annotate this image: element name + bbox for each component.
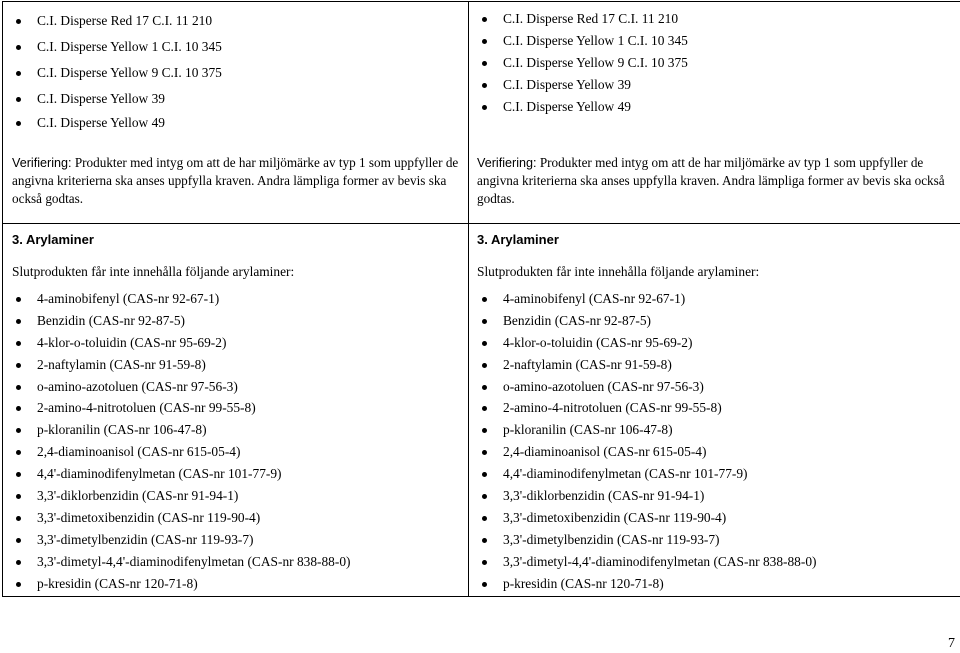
list-item: Benzidin (CAS-nr 92-87-5): [3, 310, 351, 332]
verification-text: Produkter med intyg om att de har miljömärke av typ 1 som uppfyller de angivna kriterierna ska anses uppfylla kraven. Andra lämpliga former av bevis ska också godtas.: [477, 155, 945, 206]
arylamine-list: [3, 288, 351, 594]
verification-label: Verifiering:: [12, 156, 72, 170]
section-intro: Slutprodukten får inte innehålla följande arylaminer:: [12, 264, 295, 279]
cell-right-dyes: [468, 1, 960, 224]
list-item: C.I. Disperse Yellow 1 C.I. 10 345: [469, 30, 688, 52]
section-intro: Slutprodukten får inte innehålla följande arylaminer:: [477, 264, 760, 279]
list-item: 3,3'-dimetylbenzidin (CAS-nr 119-93-7): [3, 529, 351, 551]
section-heading: 3. Arylaminer: [477, 232, 559, 247]
list-item: p-kresidin (CAS-nr 120-71-8): [469, 573, 817, 595]
cell-right-arylamines: [468, 223, 960, 597]
verification-paragraph: [477, 154, 947, 208]
cell-left-dyes: [2, 1, 469, 224]
list-item: 3,3'-diklorbenzidin (CAS-nr 91-94-1): [3, 485, 351, 507]
list-item: 3,3'-dimetoxibenzidin (CAS-nr 119-90-4): [3, 507, 351, 529]
list-item: p-kresidin (CAS-nr 120-71-8): [3, 573, 351, 595]
list-item: 2-naftylamin (CAS-nr 91-59-8): [469, 354, 817, 376]
list-item: p-kloranilin (CAS-nr 106-47-8): [469, 419, 817, 441]
list-item: 3,3'-diklorbenzidin (CAS-nr 91-94-1): [469, 485, 817, 507]
comparison-table: [2, 1, 960, 597]
arylamine-list: [469, 288, 817, 594]
verification-paragraph: [12, 154, 467, 208]
list-item: 4-aminobifenyl (CAS-nr 92-67-1): [469, 288, 817, 310]
section-heading: 3. Arylaminer: [12, 232, 94, 247]
page-number: 7: [948, 636, 955, 651]
verification-label: Verifiering:: [477, 156, 537, 170]
verification-text: Produkter med intyg om att de har miljömärke av typ 1 som uppfyller de angivna kriterierna ska anses uppfylla kraven. Andra lämpliga former av bevis ska också godtas.: [12, 155, 459, 206]
list-item: 2-naftylamin (CAS-nr 91-59-8): [3, 354, 351, 376]
list-item: 2,4-diaminoanisol (CAS-nr 615-05-4): [469, 441, 817, 463]
list-item: C.I. Disperse Yellow 9 C.I. 10 375: [3, 60, 222, 86]
list-item: 4-klor-o-toluidin (CAS-nr 95-69-2): [3, 332, 351, 354]
list-item: 4,4'-diaminodifenylmetan (CAS-nr 101-77-9): [3, 463, 351, 485]
list-item: 3,3'-dimetoxibenzidin (CAS-nr 119-90-4): [469, 507, 817, 529]
dye-list: [469, 8, 688, 118]
list-item: 4-klor-o-toluidin (CAS-nr 95-69-2): [469, 332, 817, 354]
list-item: Benzidin (CAS-nr 92-87-5): [469, 310, 817, 332]
list-item: p-kloranilin (CAS-nr 106-47-8): [3, 419, 351, 441]
list-item: C.I. Disperse Yellow 1 C.I. 10 345: [3, 34, 222, 60]
list-item: 2-amino-4-nitrotoluen (CAS-nr 99-55-8): [469, 397, 817, 419]
list-item: C.I. Disperse Yellow 49: [469, 96, 688, 118]
list-item: 3,3'-dimetylbenzidin (CAS-nr 119-93-7): [469, 529, 817, 551]
list-item: 3,3'-dimetyl-4,4'-diaminodifenylmetan (CAS-nr 838-88-0): [469, 551, 817, 573]
list-item: 2,4-diaminoanisol (CAS-nr 615-05-4): [3, 441, 351, 463]
list-item: C.I. Disperse Yellow 39: [469, 74, 688, 96]
list-item: C.I. Disperse Yellow 39: [3, 86, 222, 112]
list-item: 3,3'-dimetyl-4,4'-diaminodifenylmetan (CAS-nr 838-88-0): [3, 551, 351, 573]
dye-list: [3, 8, 222, 134]
cell-left-arylamines: [2, 223, 469, 597]
list-item: o-amino-azotoluen (CAS-nr 97-56-3): [3, 376, 351, 398]
list-item: C.I. Disperse Red 17 C.I. 11 210: [3, 8, 222, 34]
list-item: 4,4'-diaminodifenylmetan (CAS-nr 101-77-9): [469, 463, 817, 485]
list-item: C.I. Disperse Yellow 49: [3, 112, 222, 134]
list-item: C.I. Disperse Yellow 9 C.I. 10 375: [469, 52, 688, 74]
list-item: 4-aminobifenyl (CAS-nr 92-67-1): [3, 288, 351, 310]
list-item: o-amino-azotoluen (CAS-nr 97-56-3): [469, 376, 817, 398]
list-item: C.I. Disperse Red 17 C.I. 11 210: [469, 8, 688, 30]
list-item: 2-amino-4-nitrotoluen (CAS-nr 99-55-8): [3, 397, 351, 419]
